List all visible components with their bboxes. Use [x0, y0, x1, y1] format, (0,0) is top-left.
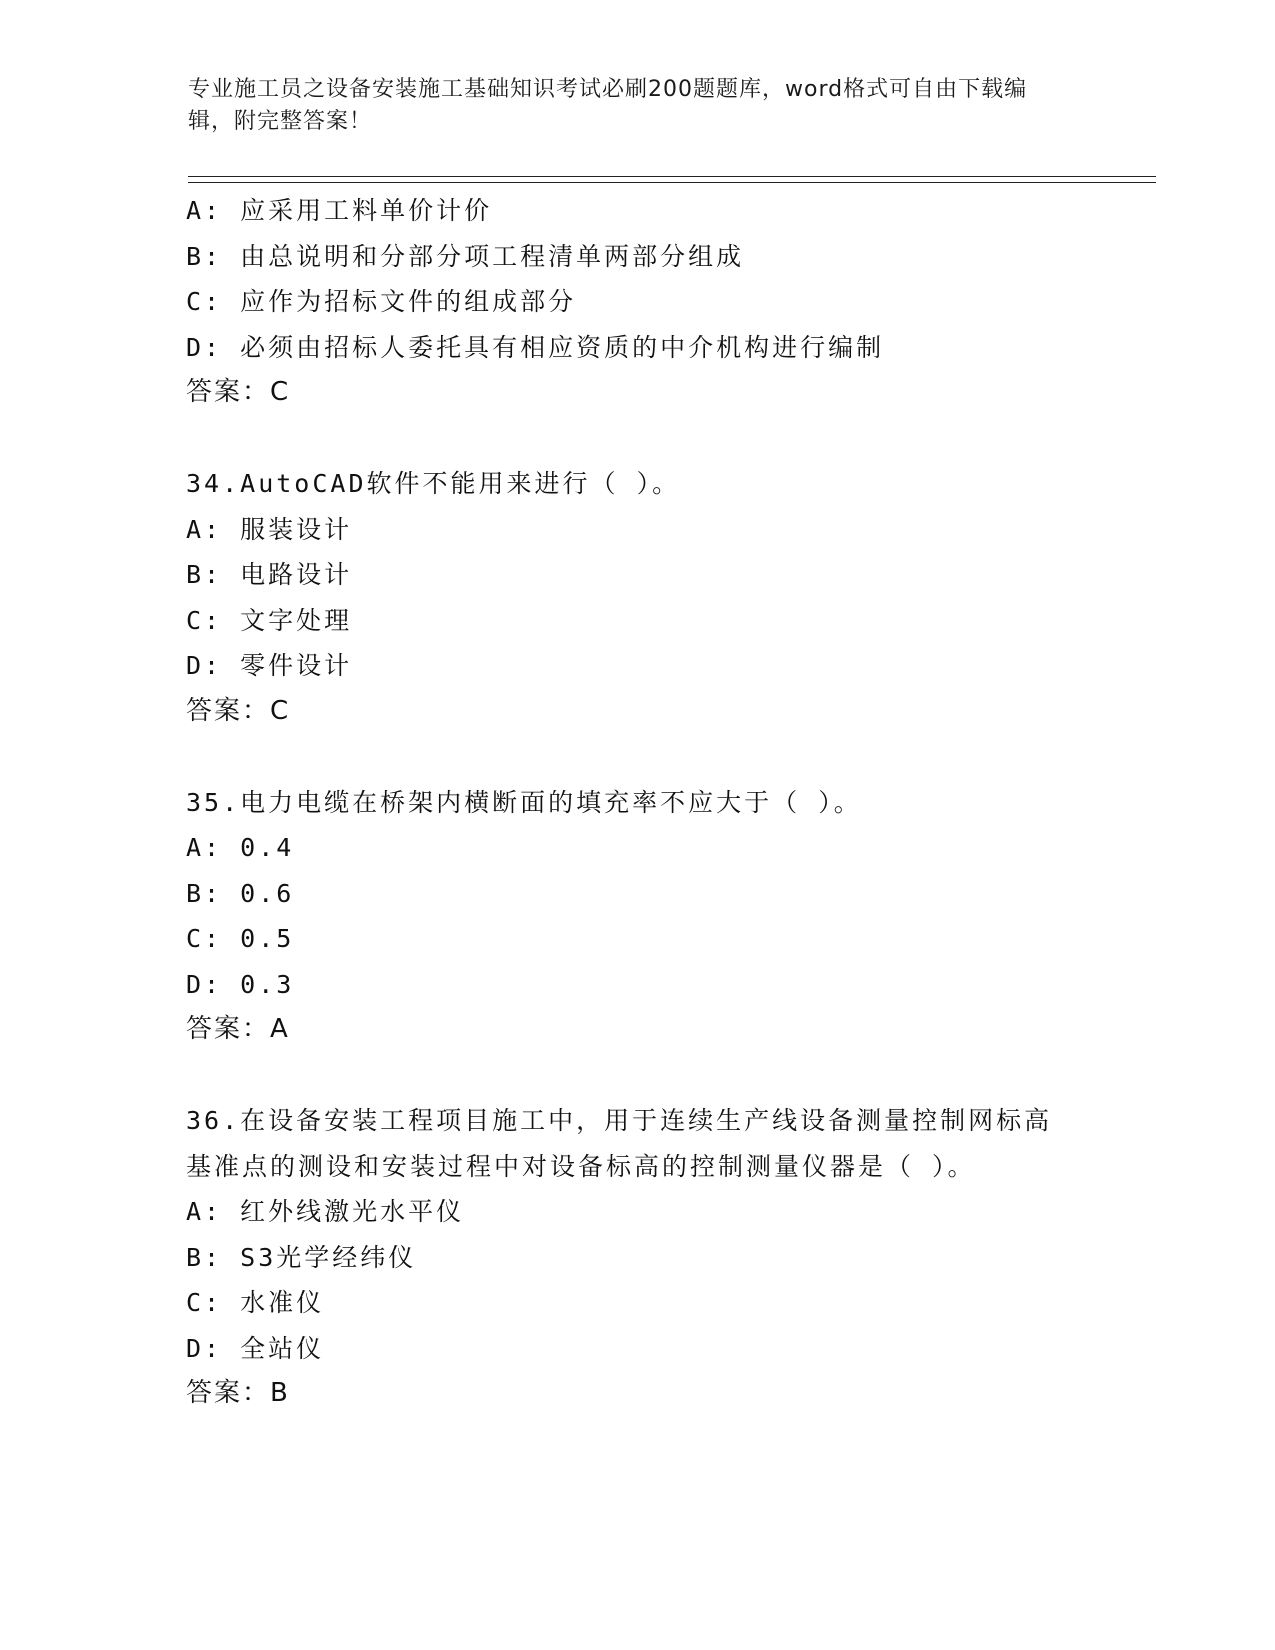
question-stem: 36.在设备安装工程项目施工中，用于连续生产线设备测量控制网标高基准点的测设和安装过程中对设备标高的控制测量仪器是（ ）。 [186, 1106, 1053, 1181]
answer-label: 答案：C [186, 377, 291, 407]
question-stem: 35.电力电缆在桥架内横断面的填充率不应大于（ ）。 [186, 787, 862, 817]
option-b: B: 电路设计 [186, 560, 353, 589]
spacer [186, 1053, 1086, 1099]
spacer [186, 416, 1086, 462]
option-d: D: 全站仪 [186, 1333, 325, 1363]
spacer [186, 734, 1086, 780]
header-divider-top [188, 176, 1156, 177]
option-a: A: 红外线激光水平仪 [186, 1197, 465, 1226]
question-stem: 34.AutoCAD软件不能用来进行（ ）。 [186, 469, 681, 498]
option-a: A: 服装设计 [186, 514, 353, 544]
option-a: A: 应采用工料单价计价 [186, 196, 493, 225]
option-c: C: 应作为招标文件的组成部分 [186, 287, 577, 316]
question-block-34 [186, 461, 1086, 734]
option-c: C: 文字处理 [186, 605, 353, 635]
option-d: D: 必须由招标人委托具有相应资质的中介机构进行编制 [186, 332, 885, 362]
option-c: C: 0.5 [186, 924, 295, 953]
question-content [186, 188, 1086, 1417]
question-block-33 [186, 188, 1086, 416]
header-divider-bottom [188, 182, 1156, 183]
option-c: C: 水准仪 [186, 1288, 325, 1317]
answer-label: 答案：B [186, 1378, 290, 1408]
question-block-36 [186, 1098, 1086, 1417]
option-a: A: 0.4 [186, 833, 295, 862]
option-d: D: 0.3 [186, 969, 295, 999]
option-b: B: 由总说明和分部分项工程清单两部分组成 [186, 241, 745, 271]
option-b: B: 0.6 [186, 878, 295, 908]
answer-label: 答案：C [186, 695, 291, 726]
document-header-title: 专业施工员之设备安装施工基础知识考试必刷200题题库，word格式可自由下载编辑，附完整答案！ [188, 77, 1028, 134]
option-b: B: S3光学经纬仪 [186, 1242, 417, 1272]
question-block-35 [186, 780, 1086, 1053]
option-d: D: 零件设计 [186, 651, 353, 680]
answer-label: 答案：A [186, 1014, 290, 1044]
